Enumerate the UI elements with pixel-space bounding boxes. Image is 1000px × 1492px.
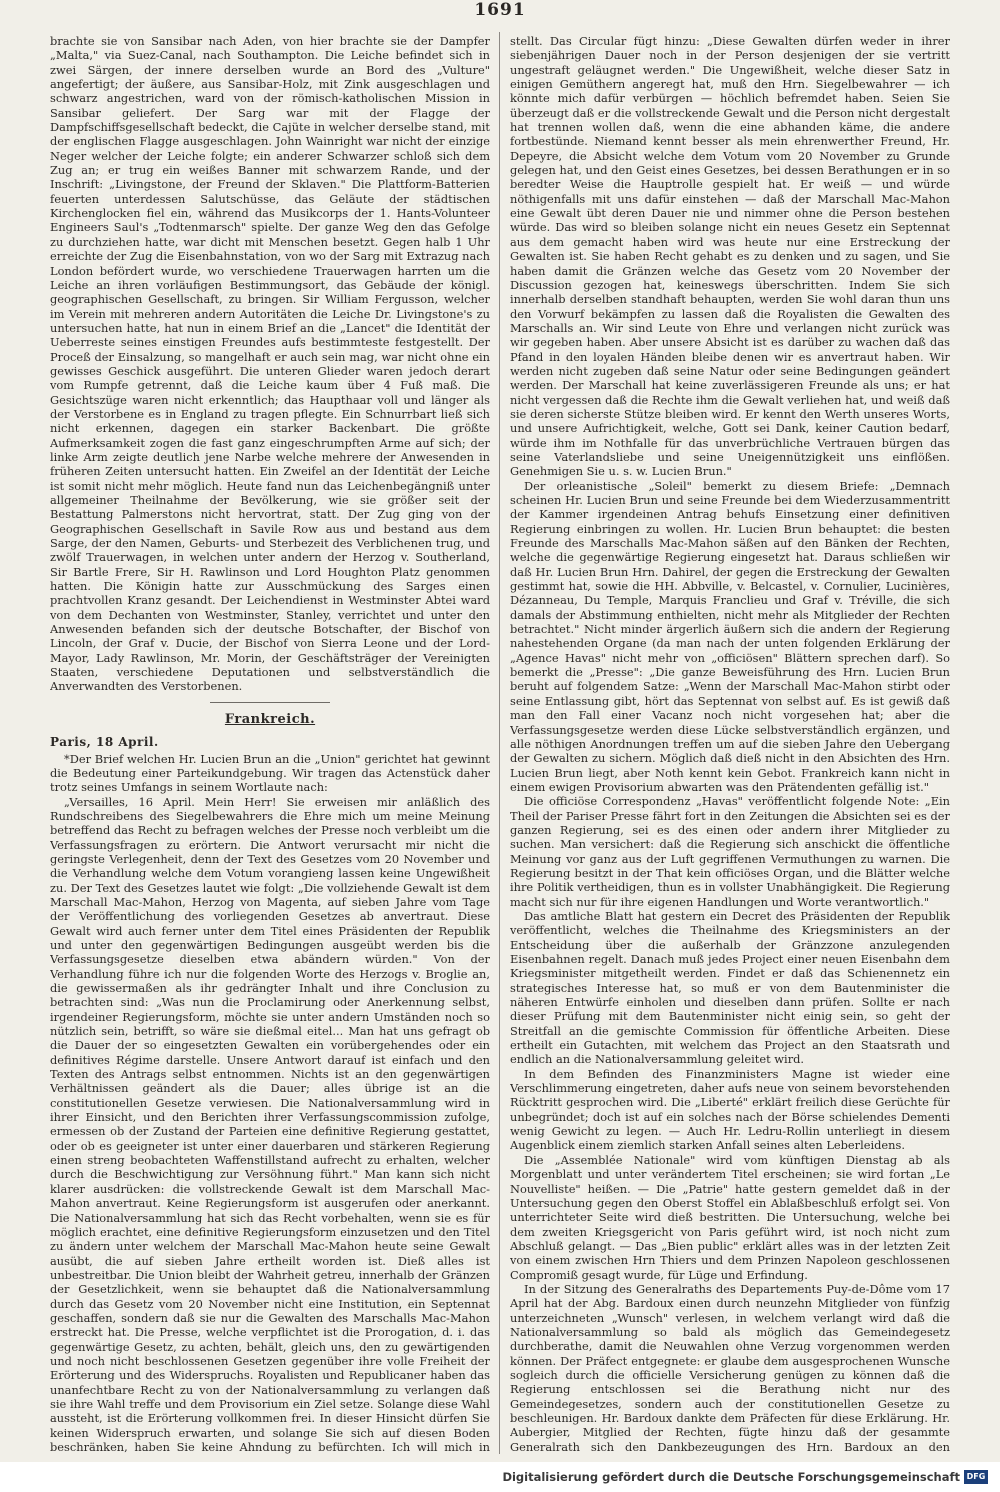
article-paragraph: Die officiöse Correspondenz „Havas" veröffentlicht folgende Note: „Ein Theil der Pariser Presse fährt fort in den Zeitungen die Absichten sei es der ganzen Regierung, sei es des einen oder andern ihrer Mitglieder zu suchen. Man versichert: daß die Regierung sich anschickt die öffentliche Meinung vor ganz aus der Luft gegriffenen Vermuthungen zu warnen. Die Regierung besitzt in der That kein officiöses Organ, und die Blätter welche ihre Politik vertheidigen, thun es in vollster Unabhängigkeit. Die Regierung macht sich nur für ihre eigenen Handlungen und Worte verantwortlich." [510, 794, 950, 909]
page-number: 1691 [474, 0, 526, 20]
article-paragraph: „Versailles, 16 April. Mein Herr! Sie erweisen mir anläßlich des Rundschreibens des Siegelbewahrers die Ehre mich um meine Meinung betreffend das Recht zu befragen welches der Presse noch verbleibt um die Verfassungsfragen zu erörtern. Die Antwort verursacht mir nicht die geringste Verlegenheit, denn der Text des Gesetzes vom 20 November und die Verhandlung welche dem Votum vorangieng lassen keine Ungewißheit zu. Der Text des Gesetzes lautet wie folgt: „Die vollziehende Gewalt ist dem Marschall Mac-Mahon, Herzog von Magenta, auf sieben Jahre vom Tage der Veröffentlichung des vorliegenden Gesetzes ab anvertraut. Diese Gewalt wird auch ferner unter dem Titel eines Präsidenten der Republik und unter den gegenwärtigen Bedingungen ausgeübt werden bis die Verfassungsgesetze dieselben etwa abändern würden." Von der Verhandlung führe ich nur die folgenden Worte des Herzogs v. Broglie an, die gewissermaßen als ihr gedrängter Inhalt und ihre Conclusion zu betrachten sind: „Was nun die Proclamirung oder Anerkennung selbst, irgendeiner Regierungsform, möchte sie unter andern Umständen noch so nützlich sein, betrifft, so wäre sie dießmal eitel... Man hat uns gefragt ob die Dauer der so eingesetzten Gewalten ein vorübergehendes oder ein definitives Régime darstelle. Unsere Antwort darauf ist einfach und den Texten des Antrags selbst entnommen. Nichts ist an den gegenwärtigen Verhältnissen geändert als die Dauer; alles übrige ist an die constitutionellen Gesetze verwiesen. Die Nationalversammlung wird in ihrer Einsicht, und den Berichten ihrer Verfassungscommission zufolge, ermessen ob der Zustand der Parteien eine definitive Regierung gestattet, oder ob es geeigneter ist unter einer dauerbaren und stärkeren Regierung einen streng beobachteten Waffenstillstand aufrecht zu erhalten, welcher durch die Beschwichtigung zur Versöhnung führt." Man kann sich nicht klarer ausdrücken: die vollstreckende Gewalt ist dem Marschall Mac-Mahon anvertraut. Keine Regierungsform ist ausgerufen oder anerkannt. Die Nationalversammlung hat sich das Recht vorbehalten, wenn sie es für möglich erachtet, eine definitive Regierungsform einzusetzen und den Titel zu ändern unter welchem der Marschall Mac-Mahon heute seine Gewalt ausübt, die auf sieben Jahre ertheilt worden ist. Dieß alles ist unbestreitbar. Die Union bleibt der Wahrheit getreu, innerhalb der Gränzen der Gesetzlichkeit, wenn sie behauptet daß die Nationalversammlung durch das Gesetz vom 20 November nicht eine Institution, ein Septennat geschaffen, sondern daß sie nur die Gewalten des Marschalls Mac-Mahon erstreckt hat. Die Presse, welche verpflichtet ist die Prorogation, d. i. das gegenwärtige Gesetz, zu achten, behält, gleich uns, den zu gewärtigenden und noch nicht beschlossenen Gesetzen gegenüber ihre volle Freiheit der Erörterung und des Widerspruchs. Royalisten und Republicaner haben das unanfechtbare Recht zu von der Nationalversammlung zu verlangen daß sie ihre Wahl treffe und dem Provisorium ein Ziel setze. Solange diese Wahl aussteht, ist die Erörterung vollkommen frei. In dieser Hinsicht dürfen Sie keinen Widerspruch erwarten, und solange Sie sich auf diesen Boden beschränken, haben Sie keine Ahndung zu befürchten. Ich will mich in [50, 794, 490, 1454]
article-paragraph: Der orleanistische „Soleil" bemerkt zu diesem Briefe: „Demnach scheinen Hr. Lucien Brun und seine Freunde bei dem Wiederzusammentritt der Kammer irgendeinen Antrag behufs Einsetzung einer definitiven Regierung einbringen zu wollen. Hr. Lucien Brun behauptet: die besten Freunde des Marschalls Mac-Mahon säßen auf den Bänken der Rechten, welche die gegenwärtige Regierung eingesetzt hat. Daraus schließen wir daß Hr. Lucien Brun Hrn. Dahirel, der gegen die Erstreckung der Gewalten gestimmt hat, sowie die HH. Abbville, v. Belcastel, v. Cornulier, Lucinières, Dézanneau, Du Temple, Marquis Franclieu und Graf v. Tréville, die sich damals der Abstimmung enthielten, nicht mehr als Mitglieder der Rechten betrachtet." Nicht minder ärgerlich äußern sich die andern der Regierung nahestehenden Organe (da man nach der unten folgenden Erklärung der „Agence Havas" nicht mehr von „officiösen" Blättern sprechen darf). So bemerkt die „Presse": „Die ganze Beweisführung des Hrn. Lucien Brun beruht auf folgendem Satze: „Wenn der Marschall Mac-Mahon stirbt oder seine Entlassung gibt, hört das Septennat von selbst auf. Es ist gewiß daß man den Fall einer Vacanz noch nicht vorgesehen hat; aber die Verfassungsgesetze werden diese Lücke selbstverständlich ergänzen, und alle nöthigen Anordnungen treffen um auf die sieben Jahre den Uebergang der Gewalten zu sichern. Möglich daß dieß nicht in den Absichten des Hrn. Lucien Brun liegt, aber Noth kennt kein Gebot. Frankreich kann nicht in einem ewigen Provisorium abwarten was den Prätendenten gefällig ist." [510, 478, 950, 794]
article-paragraph: *Der Brief welchen Hr. Lucien Brun an die „Union" gerichtet hat gewinnt die Bedeutung einer Parteikundgebung. Wir tragen das Actenstück daher trotz seines Umfangs in seinem Wortlaute nach: [50, 751, 490, 795]
left-column [50, 34, 490, 1456]
dfg-logo-icon: DFG [964, 1470, 988, 1484]
footer-bar [0, 1462, 1000, 1492]
article-paragraph: brachte sie von Sansibar nach Aden, von hier brachte sie der Dampfer „Malta," via Suez-Canal, nach Southampton. Die Leiche befindet sich in zwei Särgen, der innere derselben wurde an Bord des „Vulture" angefertigt; der äußere, aus Sansibar-Holz, mit Zink ausgeschlagen und schwarz angestrichen, ward von der römisch-katholischen Mission in Sansibar geliefert. Der Sarg war mit der Flagge der Dampfschiffsgesellschaft bedeckt, die Cajüte in welcher derselbe stand, mit der englischen Flagge ausgeschlagen. John Wainright war nicht der einzige Neger welcher der Leiche folgte; ein anderer Schwarzer schloß sich dem Zug an; er trug ein weißes Banner mit schwarzem Rande, und der Inschrift: „Livingstone, der Freund der Sklaven." Die Plattform-Batterien feuerten unterdessen Salutschüsse, das Geläute der städtischen Kirchenglocken fiel ein, während das Musikcorps der 1. Hants-Volunteer Engineers Saul's „Todtenmarsch" spielte. Der ganze Weg den das Gefolge zu durchziehen hatte, war dicht mit Menschen besetzt. Gegen halb 1 Uhr erreichte der Zug die Eisenbahnstation, von wo der Sarg mit Extrazug nach London befördert wurde, wo verschiedene Trauerwagen harrten um die Leiche an ihren vorläufigen Bestimmungsort, das Gebäude der königl. geographischen Gesellschaft, zu bringen. Sir William Fergusson, welcher im Verein mit mehreren andern Autoritäten die Leiche Dr. Livingstone's zu untersuchen hatte, hat nun in einem Brief an die „Lancet" die Identität der Ueberreste seines einstigen Freundes aufs bestimmteste festgestellt. Der Proceß der Einsalzung, so mangelhaft er auch sein mag, war nicht ohne ein gewisses Geschick ausgeführt. Die unteren Glieder waren jedoch derart vom Rumpfe getrennt, daß die Leiche kaum über 4 Fuß maß. Die Gesichtszüge waren nicht erkenntlich; das Haupthaar voll und länger als der Verstorbene es in England zu tragen pflegte. Ein Schnurrbart ließ sich nicht erkennen, dagegen ein starker Backenbart. Die größte Aufmerksamkeit zogen die fast ganz eingeschrumpften Arme auf sich; der linke Arm zeigte deutlich jene Narbe welche mehrere der Anwesenden in früheren Zeiten untersucht hatten. Ein Zweifel an der Identität der Leiche ist somit nicht mehr möglich. Heute fand nun das Leichenbegängniß unter allgemeiner Theilnahme der Bevölkerung, wie sie größer seit der Bestattung Palmerstons nicht hervortrat, statt. Der Zug ging von der Geographischen Gesellschaft in Savile Row aus und bestand aus dem Sarge, der den Namen, Geburts- und Sterbezeit des Verblichenen trug, und zwölf Trauerwagen, in welchen unter andern der Herzog v. Southerland, Sir Bartle Frere, Sir H. Rawlinson und Lord Houghton Platz genommen hatten. Die Königin hatte zur Ausschmückung des Sarges einen prachtvollen Kranz gesandt. Der Leichendienst in Westminster Abtei ward von dem Dechanten von Westminster, Stanley, verrichtet und unter den Anwesenden befanden sich der deutsche Botschafter, der Bischof von Lincoln, der Graf v. Ducie, der Bischof von Sierra Leone und der Lord-Mayor, Lady Rawlinson, Mr. Morin, der Geschäftsträger der Vereinigten Staaten, verschiedene Deputationen und selbstverständlich die Anverwandten des Verstorbenen. [50, 34, 490, 694]
article-paragraph: In der Sitzung des Generalraths des Departements Puy-de-Dôme vom 17 April hat der Abg. Bardoux einen durch neunzehn Mitglieder von fünfzig unterzeichneten „Wunsch" verlesen, in welchem verlangt wird daß die Nationalversammlung so bald als möglich das Gemeindegesetz durchberathe, damit die Neuwahlen ohne Verzug vorgenommen werden können. Der Präfect entgegnete: er glaube dem ausgesprochenen Wunsche sogleich durch die officielle Versicherung genügen zu können daß die Regierung entschlossen sei die Berathung nicht nur des Gemeindegesetzes, sondern auch der constitutionellen Gesetze zu beschleunigen. Hr. Bardoux dankte dem Präfecten für diese Erklärung. Hr. Aubergier, Mitglied der Rechten, fügte hinzu daß der gesammte Generalrath sich den Dankbezeugungen des Hrn. Bardoux an den [510, 1281, 950, 1454]
right-column [510, 34, 950, 1456]
section-divider [210, 702, 330, 703]
article-paragraph: In dem Befinden des Finanzministers Magne ist wieder eine Verschlimmerung eingetreten, daher aufs neue von seinem bevorstehenden Rücktritt gesprochen wird. Die „Liberté" erklärt freilich diese Gerüchte für unbegründet; doch ist auf ein solches nach der Börse schielendes Dementi wenig Gewicht zu legen. — Auch Hr. Ledru-Rollin unterliegt in diesem Augenblick einem ziemlich starken Anfall seines alten Leberleidens. [510, 1066, 950, 1153]
column-divider [499, 32, 500, 1454]
article-paragraph: Die „Assemblée Nationale" wird vom künftigen Dienstag ab als Morgenblatt und unter verändertem Titel erscheinen; sie wird fortan „Le Nouvelliste" heißen. — Die „Patrie" hatte gestern gemeldet daß in der Untersuchung gegen den Oberst Stoffel ein Ablaßbeschluß erfolgt sei. Von unterrichteter Seite wird dieß bestritten. Die Untersuchung, welche bei dem zweiten Kriegsgericht von Paris geführt wird, ist noch nicht zum Abschluß gelangt. — Das „Bien public" erklärt alles was in der letzten Zeit von einem zwischen Hrn Thiers und dem Prinzen Napoleon geschlossenen Compromiß gesagt wurde, für Lüge und Erfindung. [510, 1152, 950, 1282]
section-heading: Frankreich. [224, 711, 316, 727]
footer-credit: Digitalisierung gefördert durch die Deutsche Forschungsgemeinschaft [502, 1470, 960, 1484]
dateline: Paris, 18 April. [50, 735, 159, 750]
article-paragraph: stellt. Das Circular fügt hinzu: „Diese Gewalten dürfen weder in ihrer siebenjährigen Dauer noch in der Person desjenigen der sie vertritt ungestraft geläugnet werden." Die Ungewißheit, welche dieser Satz in einigen Gemüthern angeregt hat, muß den Hrn. Siegelbewahrer — ich könnte mich dafür verbürgen — höchlich befremdet haben. Seien Sie überzeugt daß er die vollstreckende Gewalt und die Person nicht dergestalt hat trennen wollen daß, wenn die eine abhanden käme, die andere fortbestünde. Niemand kennt besser als mein ehrenwerther Freund, Hr. Depeyre, die Absicht welche dem Votum vom 20 November zu Grunde gelegen hat, und den Geist eines Gesetzes, bei dessen Berathungen er in so beredter Weise die Hauptrolle gespielt hat. Er weiß — und würde nöthigenfalls mit uns dafür einstehen — daß der Marschall Mac-Mahon eine Gewalt übt deren Dauer nie und nimmer ohne die Person bestehen würde. Das wird so bleiben solange nicht ein neues Gesetz ein Septennat aus dem gemacht haben wird was heute nur eine Erstreckung der Gewalten ist. Sie haben Recht gehabt es zu denken und zu sagen, und Sie haben damit die Gränzen welche das Gesetz vom 20 November der Discussion gezogen hat, keineswegs überschritten. Indem Sie sich innerhalb derselben standhaft behaupten, werden Sie wohl daran thun uns den Vorwurf bekämpfen zu lassen daß die Royalisten die Gewalten des Marschalls an. Wir sind Leute von Ehre und verlangen nicht zurück was wir gegeben haben. Aber unsere Absicht ist es darüber zu wachen daß das Pfand in den loyalen Händen bleibe denen wir es anvertraut haben. Wir werden nicht zugeben daß seine Natur oder seine Bedingungen geändert werden. Der Marschall hat keine zuverlässigeren Freunde als uns; er hat nicht vergessen daß die Rechte ihm die Gewalt verliehen hat, und weiß daß sie deren sicherste Stütze bleiben wird. Er kennt den Werth unseres Worts, und unsere Aufrichtigkeit, welche, Gott sei Dank, keiner Caution bedarf, würde ihm im Nothfalle für das unverbrüchliche Vertrauen bürgen das seine Vaterlandsliebe und seine Uneigennützigkeit uns einflößen. Genehmigen Sie u. s. w. Lucien Brun." [510, 34, 950, 479]
article-paragraph: Das amtliche Blatt hat gestern ein Decret des Präsidenten der Republik veröffentlicht, welches die Theilnahme des Kriegsministers an der Entscheidung über die außerhalb der Gränzzone anzulegenden Eisenbahnen regelt. Danach muß jedes Project einer neuen Eisenbahn dem Kriegsminister mitgetheilt werden. Findet er daß das Schienennetz ein strategisches Interesse hat, so muß er von dem Bautenminister die näheren Entwürfe einholen und dieselben dann prüfen. Sollte er nach dieser Prüfung mit dem Bautenminister nicht einig sein, so geht der Streitfall an die gemischte Commission für öffentliche Arbeiten. Diese ertheilt ein Gutachten, mit welchem das Project an den Staatsrath und endlich an die Nationalversammlung geleitet wird. [510, 908, 950, 1067]
